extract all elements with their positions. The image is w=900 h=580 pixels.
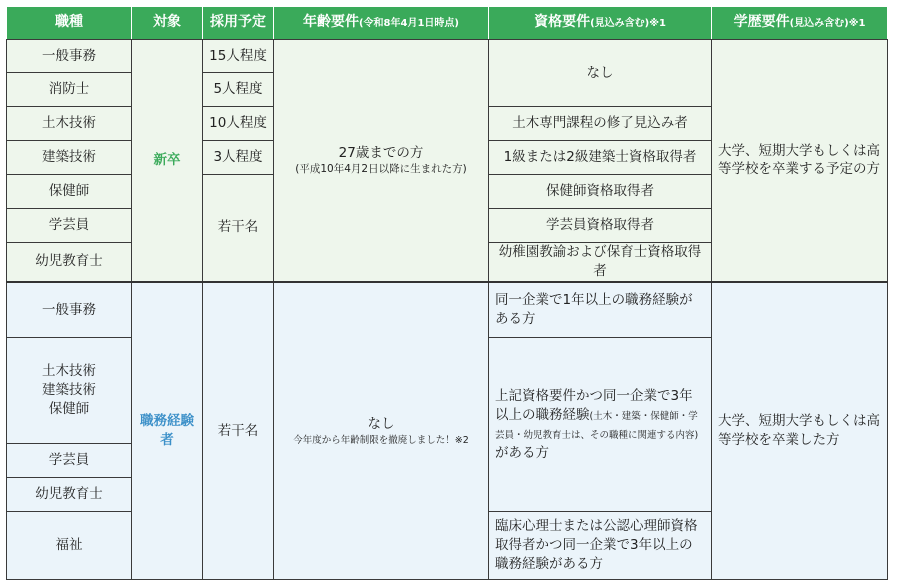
job-cell: 学芸員 <box>7 209 132 243</box>
age-experienced-main: なし <box>367 415 395 432</box>
header-education <box>712 7 888 40</box>
qual-cell: 幼稚園教諭および保育士資格取得者 <box>489 243 712 282</box>
job-cell: 消防士 <box>7 73 132 107</box>
qual-cell: 保健師資格取得者 <box>489 175 712 209</box>
age-new-grad-main: 27歳までの方 <box>338 144 424 161</box>
age-experienced-sub: 今年度から年齢制限を撤廃しました！※2 <box>293 434 469 446</box>
job-cell: 学芸員 <box>7 444 132 478</box>
planned-cell: 3人程度 <box>203 141 274 175</box>
job-line: 建築技術 <box>42 382 96 399</box>
qual-cell: 学芸員資格取得者 <box>489 209 712 243</box>
qual-note: (土木・建築・保健師・学芸員・幼児教育士は、その職種に関連する内容) <box>495 410 699 441</box>
job-cell-group <box>7 338 132 444</box>
header-job: 職種 <box>7 7 132 40</box>
qual-cell <box>489 338 712 512</box>
job-cell: 建築技術 <box>7 141 132 175</box>
header-age-main: 年齢要件 <box>302 14 359 31</box>
header-edu-main: 学歴要件 <box>733 14 790 31</box>
header-qual-sub: (見込み含む)※1 <box>590 18 666 30</box>
header-target: 対象 <box>132 7 203 40</box>
qual-cell: 臨床心理士または公認心理師資格取得者かつ同一企業で3年以上の職務経験がある方 <box>489 512 712 580</box>
requirements-table <box>6 6 888 580</box>
job-cell: 保健師 <box>7 175 132 209</box>
header-row <box>7 7 888 40</box>
edu-new-grad: 大学、短期大学もしくは高等学校を卒業する予定の方 <box>712 40 888 282</box>
header-qual-main: 資格要件 <box>534 14 591 31</box>
qual-cell: 同一企業で1年以上の職務経験がある方 <box>489 282 712 338</box>
table-row <box>7 282 888 338</box>
header-edu-sub: (見込み含む)※1 <box>789 18 866 30</box>
edu-experienced: 大学、短期大学もしくは高等学校を卒業した方 <box>712 282 888 580</box>
planned-cell: 若干名 <box>203 175 274 282</box>
job-cell: 幼児教育士 <box>7 478 132 512</box>
planned-cell: 10人程度 <box>203 107 274 141</box>
job-cell: 一般事務 <box>7 40 132 73</box>
planned-cell: 15人程度 <box>203 40 274 73</box>
age-new-grad <box>274 40 489 282</box>
qual-cell: 1級または2級建築士資格取得者 <box>489 141 712 175</box>
planned-experienced: 若干名 <box>203 282 274 580</box>
job-cell: 福祉 <box>7 512 132 580</box>
table-row <box>7 40 888 73</box>
age-experienced <box>274 282 489 580</box>
job-cell: 土木技術 <box>7 107 132 141</box>
job-cell: 一般事務 <box>7 282 132 338</box>
planned-cell: 5人程度 <box>203 73 274 107</box>
target-experienced: 職務経験者 <box>132 282 203 580</box>
job-cell: 幼児教育士 <box>7 243 132 282</box>
age-new-grad-sub: (平成10年4月2日以降に生まれた方) <box>295 163 467 176</box>
header-age <box>274 7 489 40</box>
qual-cell: 土木専門課程の修了見込み者 <box>489 107 712 141</box>
header-qualification <box>489 7 712 40</box>
job-line: 保健師 <box>48 401 90 418</box>
header-age-sub: (令和8年4月1日時点) <box>358 18 459 30</box>
target-new-grad: 新卒 <box>132 40 203 282</box>
qual-cell: なし <box>489 40 712 107</box>
header-planned: 採用予定 <box>203 7 274 40</box>
qual-main: 上記資格要件かつ同一企業で3年以上の職務経験 <box>495 388 693 423</box>
job-line: 土木技術 <box>42 363 96 380</box>
qual-tail: がある方 <box>495 444 549 461</box>
